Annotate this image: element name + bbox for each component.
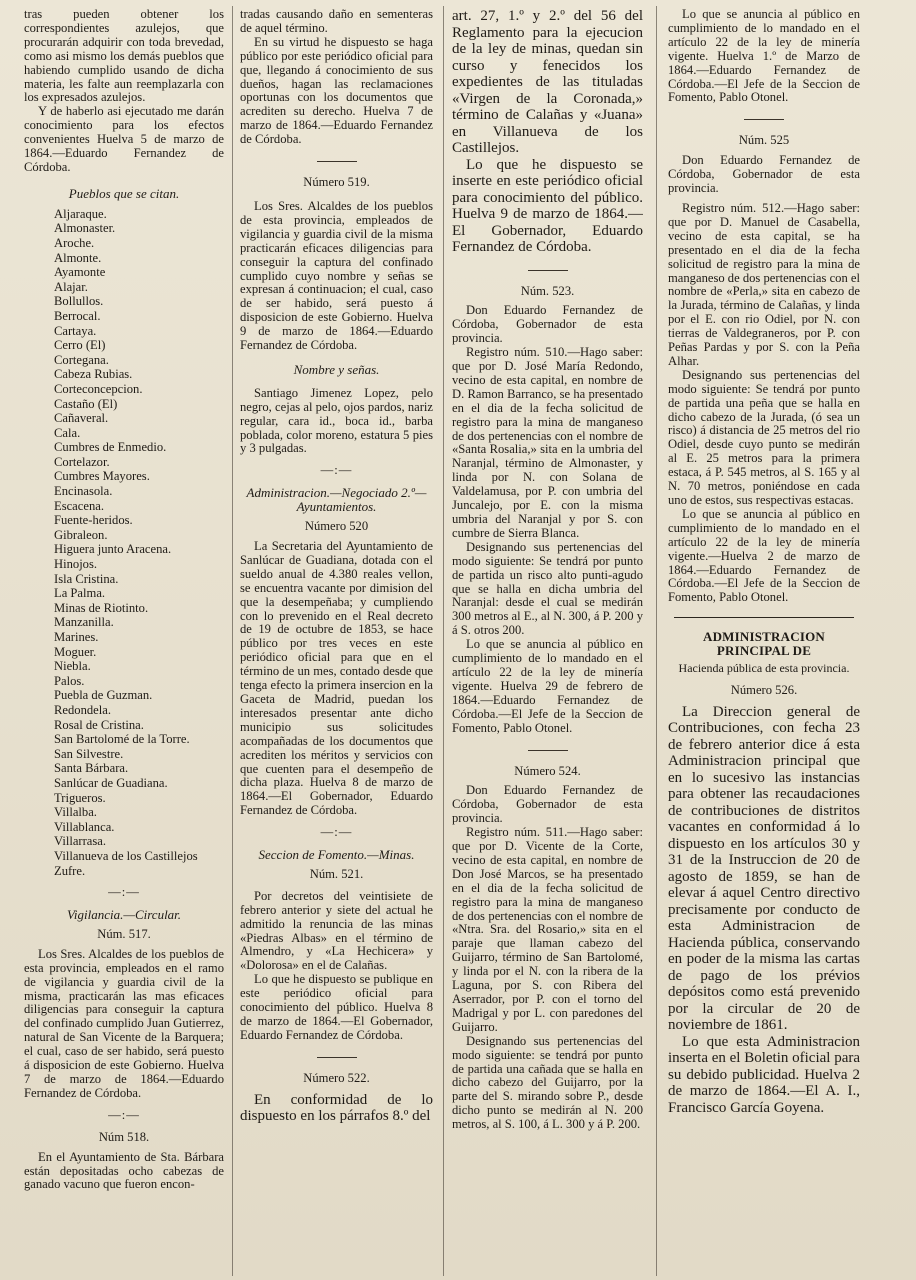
separator: —:— (108, 1107, 140, 1122)
town-item: Cortelazor. (54, 454, 110, 469)
notice-number: Núm. 521. (309, 866, 364, 881)
town-item: San Bartolomé de la Torre. (54, 732, 190, 747)
section-heading: ADMINISTRACION PRINCIPAL DE (703, 629, 825, 659)
town-item: Villarrasa. (54, 834, 107, 849)
paragraph: En su virtud he dispuesto se haga público por este periódico oficial para que, llegando á conocimiento de sus dueños, hagan las reclamaciones oportunas con los documentos que acrediten su derecho. Huelva 7 de marzo de 1864.—Eduardo Fernandez de Córdoba. (240, 34, 433, 147)
town-item: Moguer. (54, 644, 97, 659)
town-item: Palos. (54, 673, 85, 688)
town-item: Cartaya. (54, 323, 97, 338)
town-item: Berrocal. (54, 308, 101, 323)
town-item: Redondela. (54, 702, 112, 717)
notice-number: Núm 518. (98, 1129, 150, 1144)
towns-list (54, 207, 224, 878)
paragraph: tradas causando daño en sementeras de aquel término. (240, 8, 433, 35)
paragraph: Lo que se anuncia al público en cumplimiento de lo mandado en el artículo 22 de la ley de minería vigente. Huelva 1.º de Marzo de 1864.—Eduardo Fernandez de Córdoba.—El Jefe de la Seccion de Fomento, Pablo Otonel. (668, 8, 860, 105)
notice-number: Número 524. (514, 763, 581, 778)
town-item: Marines. (54, 630, 99, 644)
paragraph: Lo que esta Administracion inserta en el Boletin oficial para su debido publicidad. Huelva 2 de marzo de 1864.—El A. I., Francisco García Goyena. (668, 1033, 860, 1116)
town-item: Sanlúcar de Guadiana. (54, 775, 168, 790)
section-subheading: Hacienda pública de esta provincia. (678, 661, 850, 676)
town-item: Cortegana. (54, 352, 109, 367)
town-item: Aljaraque. (54, 206, 107, 221)
paragraph: La Direccion general de Contribuciones, con fecha 23 de febrero anterior dice á esta Administracion principal que en lo sucesivo las instancias para obtener las recaudaciones de contribuciones de distritos vacantes en conformidad á lo dispuesto en los artículos 30 y 31 de la Instruccion de 20 de agosto de 1859, se han de elevar á aquel Centro directivo precisamente por conducto de esta Administracion de Hacienda pública, conservando en poder de la misma las cartas de pago de los prévios depósitos como está prevenido por la circular de 20 de noviembre de 1861. (668, 703, 860, 1034)
town-item: Gibraleon. (54, 527, 108, 542)
notice-number: Núm. 517. (97, 926, 151, 941)
town-item: Cañaveral. (54, 411, 109, 426)
town-item: Isla Cristina. (54, 571, 119, 586)
town-item: Cumbres Mayores. (54, 469, 150, 484)
town-item: Castaño (El) (54, 396, 118, 411)
section-heading: Nombre y señas. (293, 361, 380, 377)
column-1 (24, 8, 224, 1276)
author-line: Don Eduardo Fernandez de Córdoba, Gobernador de esta provincia. (452, 303, 643, 346)
separator: —:— (108, 885, 140, 900)
author-line: Don Eduardo Fernandez de Córdoba, Gobernador de esta provincia. (452, 783, 643, 826)
section-heading: Administracion.—Negociado 2.º—Ayuntamientos. (246, 485, 427, 515)
paragraph: art. 27, 1.º y 2.º del 56 del Reglamento para la ejecucion de la ley de minas, quedan sin curso y fenecidos los expedientes de las tituladas «Virgen de la Coronada,» término de Calañas y «Juana» en Villanueva de los Castillejos. (452, 8, 643, 156)
paragraph: Lo que se anuncia al público en cumplimiento de lo mandado en el artículo 22 de la ley de minería vigente.—Huelva 2 de marzo de 1864.—Eduardo Fernandez de Córdoba.—El Jefe de la Seccion de Fomento, Pablo Otonel. (668, 506, 860, 605)
town-item: Bollullos. (54, 294, 104, 309)
town-item: Aroche. (54, 235, 95, 250)
notice-number: Núm. 523. (520, 283, 575, 298)
column-2 (240, 8, 433, 1276)
town-item: Villablanca. (54, 819, 115, 834)
town-item: Manzanilla. (54, 615, 114, 630)
section-heading: Pueblos que se citan. (68, 185, 180, 201)
notice-number: Número 526. (730, 682, 798, 697)
town-item: Zufre. (54, 863, 86, 878)
column-rule (232, 6, 233, 1276)
town-item: San Silvestre. (54, 746, 124, 761)
paragraph: En el Ayuntamiento de Sta. Bárbara están depositadas ocho cabezas de ganado vacuno que fueron encon- (24, 1149, 224, 1192)
separator-line (528, 270, 568, 271)
town-item: Cala. (54, 425, 81, 440)
paragraph: Lo que se anuncia al público en cumplimiento de lo mandado en el artículo 22 de la ley de minería vigente. Huelva 29 de febrero de 1864.—Eduardo Fernandez de Córdoba.—El Jefe de la Seccion de Fomento, Pablo Otonel. (452, 637, 643, 735)
paragraph: Registro núm. 512.—Hago saber: que por D. Manuel de Casabella, vecino de esta capital, se ha presentado en el dia de la fecha solicitud de registro para la mina de manganeso de dos pertenencias con el nombre de «Perla,» sita en cabezo de la Jurada, término de Calañas, y linda por el E. con rio Odiel, por N. con tierras de Valdegraneros, por P. con Peñas Pardas y por S. con la Peña Alhar. (668, 200, 860, 368)
paragraph: Registro núm. 511.—Hago saber: que por D. Vicente de la Corte, vecino de esta capital, en nombre de Don José Marcos, se ha presentado en el dia de la fecha solicitud de registro para la mina de manganeso de dos pertenencias con el nombre de «Ntra. Sra. del Rosario,» sita en el paraje que llaman cabezo del Guijarro, término de San Bartolomé, y linda por el N. con la ribera de la Laguna, por S. con Ribera del Aserrador, por P. con el torno del Madrigal y por L. con paredones del Guijarro. (452, 825, 643, 1034)
separator-line (528, 750, 568, 751)
column-rule (656, 6, 657, 1276)
town-item: Trigueros. (54, 790, 106, 805)
paragraph: Designando sus pertenencias del modo siguiente: se tendrá por punto de partida una cañada que se halla en dicho cabezo del Guijarro, por la parte del S. mirando sobre P., desde dicho punto se medirán al N. 200 metros, al S. 100, á L. 300 y á P. 200. (452, 1033, 643, 1132)
paragraph: Y de haberlo asi ejecutado me darán conocimiento para los efectos convenientes Huelva 5 de marzo de 1864.—Eduardo Fernandez de Córdoba. (24, 104, 224, 174)
town-item: Villalba. (54, 805, 97, 820)
column-rule (443, 6, 444, 1276)
town-item: Cabeza Rubias. (54, 367, 133, 382)
notice-number: Número 520 (304, 519, 369, 534)
notice-number: Número 519. (303, 175, 370, 190)
town-item: Cerro (El) (54, 338, 106, 353)
paragraph: La Secretaria del Ayuntamiento de Sanlúcar de Guadiana, dotada con el sueldo anual de 4.380 reales vellon, se encuentra vacante por dimision del que la desempeñaba; y cumpliendo con lo prevenido en el Real decreto de 19 de octubre de 1853, se hace público por tres veces en este periódico oficial para que en el término de un mes, contado desde que tenga efecto la primera insercion en la Gaceta de Madrid, puedan los interesados presentar ante dicho municipio sus solicitudes acompañadas de los documentos que acrediten los méritos y servicios con que cuenten para el desempeño de dicha plaza. Huelva 8 de marzo de 1864.—El Gobernador, Eduardo Fernandez de Córdoba. (240, 539, 433, 818)
town-item: Puebla de Guzman. (54, 688, 153, 703)
paragraph: Designando sus pertenencias del modo siguiente: Se tendrá por punto de partida un risco alto punti-agudo que se halla en dicha umbria del Naranjal: desde el cual se medirán 300 metros al E., al N. 300, á P. 200 y á S. otros 200. (452, 539, 643, 638)
paragraph: tras pueden obtener los correspondientes azulejos, que procurarán adquirir con toda brevedad, como asi mismo los demás pueblos que habiendo cumplido usando de dicha materia, les falte aun reemplazarla con los expresados azulejos. (24, 8, 224, 105)
paragraph: Designando sus pertenencias del modo siguiente: Se tendrá por punto de partida una peña que se halla en dicho cabezo de la Jurada, (ó sea un risco) á distancia de 25 metros del rio Odiel, desde cuyo punto se medirán al E. 25 metros para la primera estaca, á P. 545 metros, al S. 165 y al N. 70 metros, poniéndose en cada uno de estos, sus respectivas estacas. (668, 367, 860, 507)
paragraph: Los Sres. Alcaldes de los pueblos de esta provincia, empleados en el ramo de vigilancia y guardia civil de la misma, practicarán las mas eficaces diligencias para conseguir la captura del confinado cumplido Juan Gutierrez, natural de San Vicente de la Barquera; el cual, caso de ser habido, será puesto á disposicion de este Gobierno. Huelva 7 de marzo de 1864.—Eduardo Fernandez de Córdoba. (24, 946, 224, 1100)
town-item: Fuente-heridos. (54, 513, 133, 528)
town-item: Almonte. (54, 250, 102, 265)
paragraph: Los Sres. Alcaldes de los pueblos de esta provincia, empleados de vigilancia y guardia civil de la misma practicarán eficaces diligencias para conseguir la captura del confinado cumplido cuyo nombre y señas se expresan á continuacion; el cual, caso de ser habido, será puesto á disposicion de este Gobierno. Huelva 9 de marzo de 1864.—Eduardo Fernandez de Córdoba. (240, 198, 433, 353)
town-item: Almonaster. (54, 221, 116, 236)
town-item: Higuera junto Aracena. (54, 542, 172, 557)
paragraph: En conformidad de lo dispuesto en los párrafos 8.º del (240, 1091, 433, 1125)
town-item: Cumbres de Enmedio. (54, 440, 167, 455)
paragraph: Santiago Jimenez Lopez, pelo negro, cejas al pelo, ojos pardos, nariz regular, cara id., boca id., barba poblada, color moreno, estatura 5 pies y 3 pulgadas. (240, 385, 433, 456)
town-item: Corteconcepcion. (54, 381, 143, 396)
paragraph: Lo que he dispuesto se publique en este periódico oficial para conocimiento del público. Huelva 8 de marzo de 1864.—El Gobernador, Eduardo Fernandez de Córdoba. (240, 972, 433, 1042)
town-item: Santa Bárbara. (54, 761, 129, 776)
town-item: Minas de Riotinto. (54, 600, 149, 615)
town-item: La Palma. (54, 586, 106, 601)
separator-line (317, 1057, 357, 1058)
separator-line (317, 161, 357, 162)
separator: —:— (320, 463, 353, 478)
notice-number: Núm. 525 (738, 133, 790, 148)
section-heading: Vigilancia.—Circular. (66, 907, 182, 922)
column-3 (452, 8, 643, 1276)
separator: —:— (320, 825, 353, 840)
town-item: Alajar. (54, 279, 88, 294)
town-item: Rosal de Cristina. (54, 717, 144, 732)
notice-number: Número 522. (303, 1070, 370, 1085)
town-item: Ayamonte (54, 265, 106, 280)
author-line: Don Eduardo Fernandez de Córdoba, Gobernador de esta provincia. (668, 153, 860, 196)
paragraph: Por decretos del veintisiete de febrero anterior y siete del actual he admitido la renuncia de las minas «Piedras Albas» en el término de Almendro, y «La Hechicera» y «Dolorosa» en el de Calañas. (240, 888, 433, 973)
town-item: Encinasola. (54, 484, 113, 499)
paragraph: Lo que he dispuesto se inserte en este periódico oficial para conocimiento del público. Huelva 9 de marzo de 1864.—El Gobernador, Eduardo Fernandez de Córdoba. (452, 156, 643, 255)
town-item: Escacena. (54, 498, 104, 513)
separator-line (674, 617, 854, 618)
town-item: Hinojos. (54, 557, 98, 572)
separator-line (744, 119, 784, 120)
town-item: Niebla. (54, 659, 91, 674)
paragraph: Registro núm. 510.—Hago saber: que por D. José María Redondo, vecino de esta capital, en nombre de D. Ramon Barranco, se ha presentado en el dia de la fecha solicitud de registro para la mina de manganeso de dos pertenencias con el nombre de «Santa Rosalia,» sita en la umbria del Naranjal, término de Almonaster, y linda por N. con Solana de Valdelamusa, por P. con umbria del Juncalejo, por E. con la misma umbria del Naranjal y por S. con cumbre de Sierra Blanca. (452, 345, 643, 540)
town-item: Villanueva de los Castillejos (54, 848, 198, 863)
section-heading: Seccion de Fomento.—Minas. (258, 847, 415, 863)
column-4 (668, 8, 860, 1276)
